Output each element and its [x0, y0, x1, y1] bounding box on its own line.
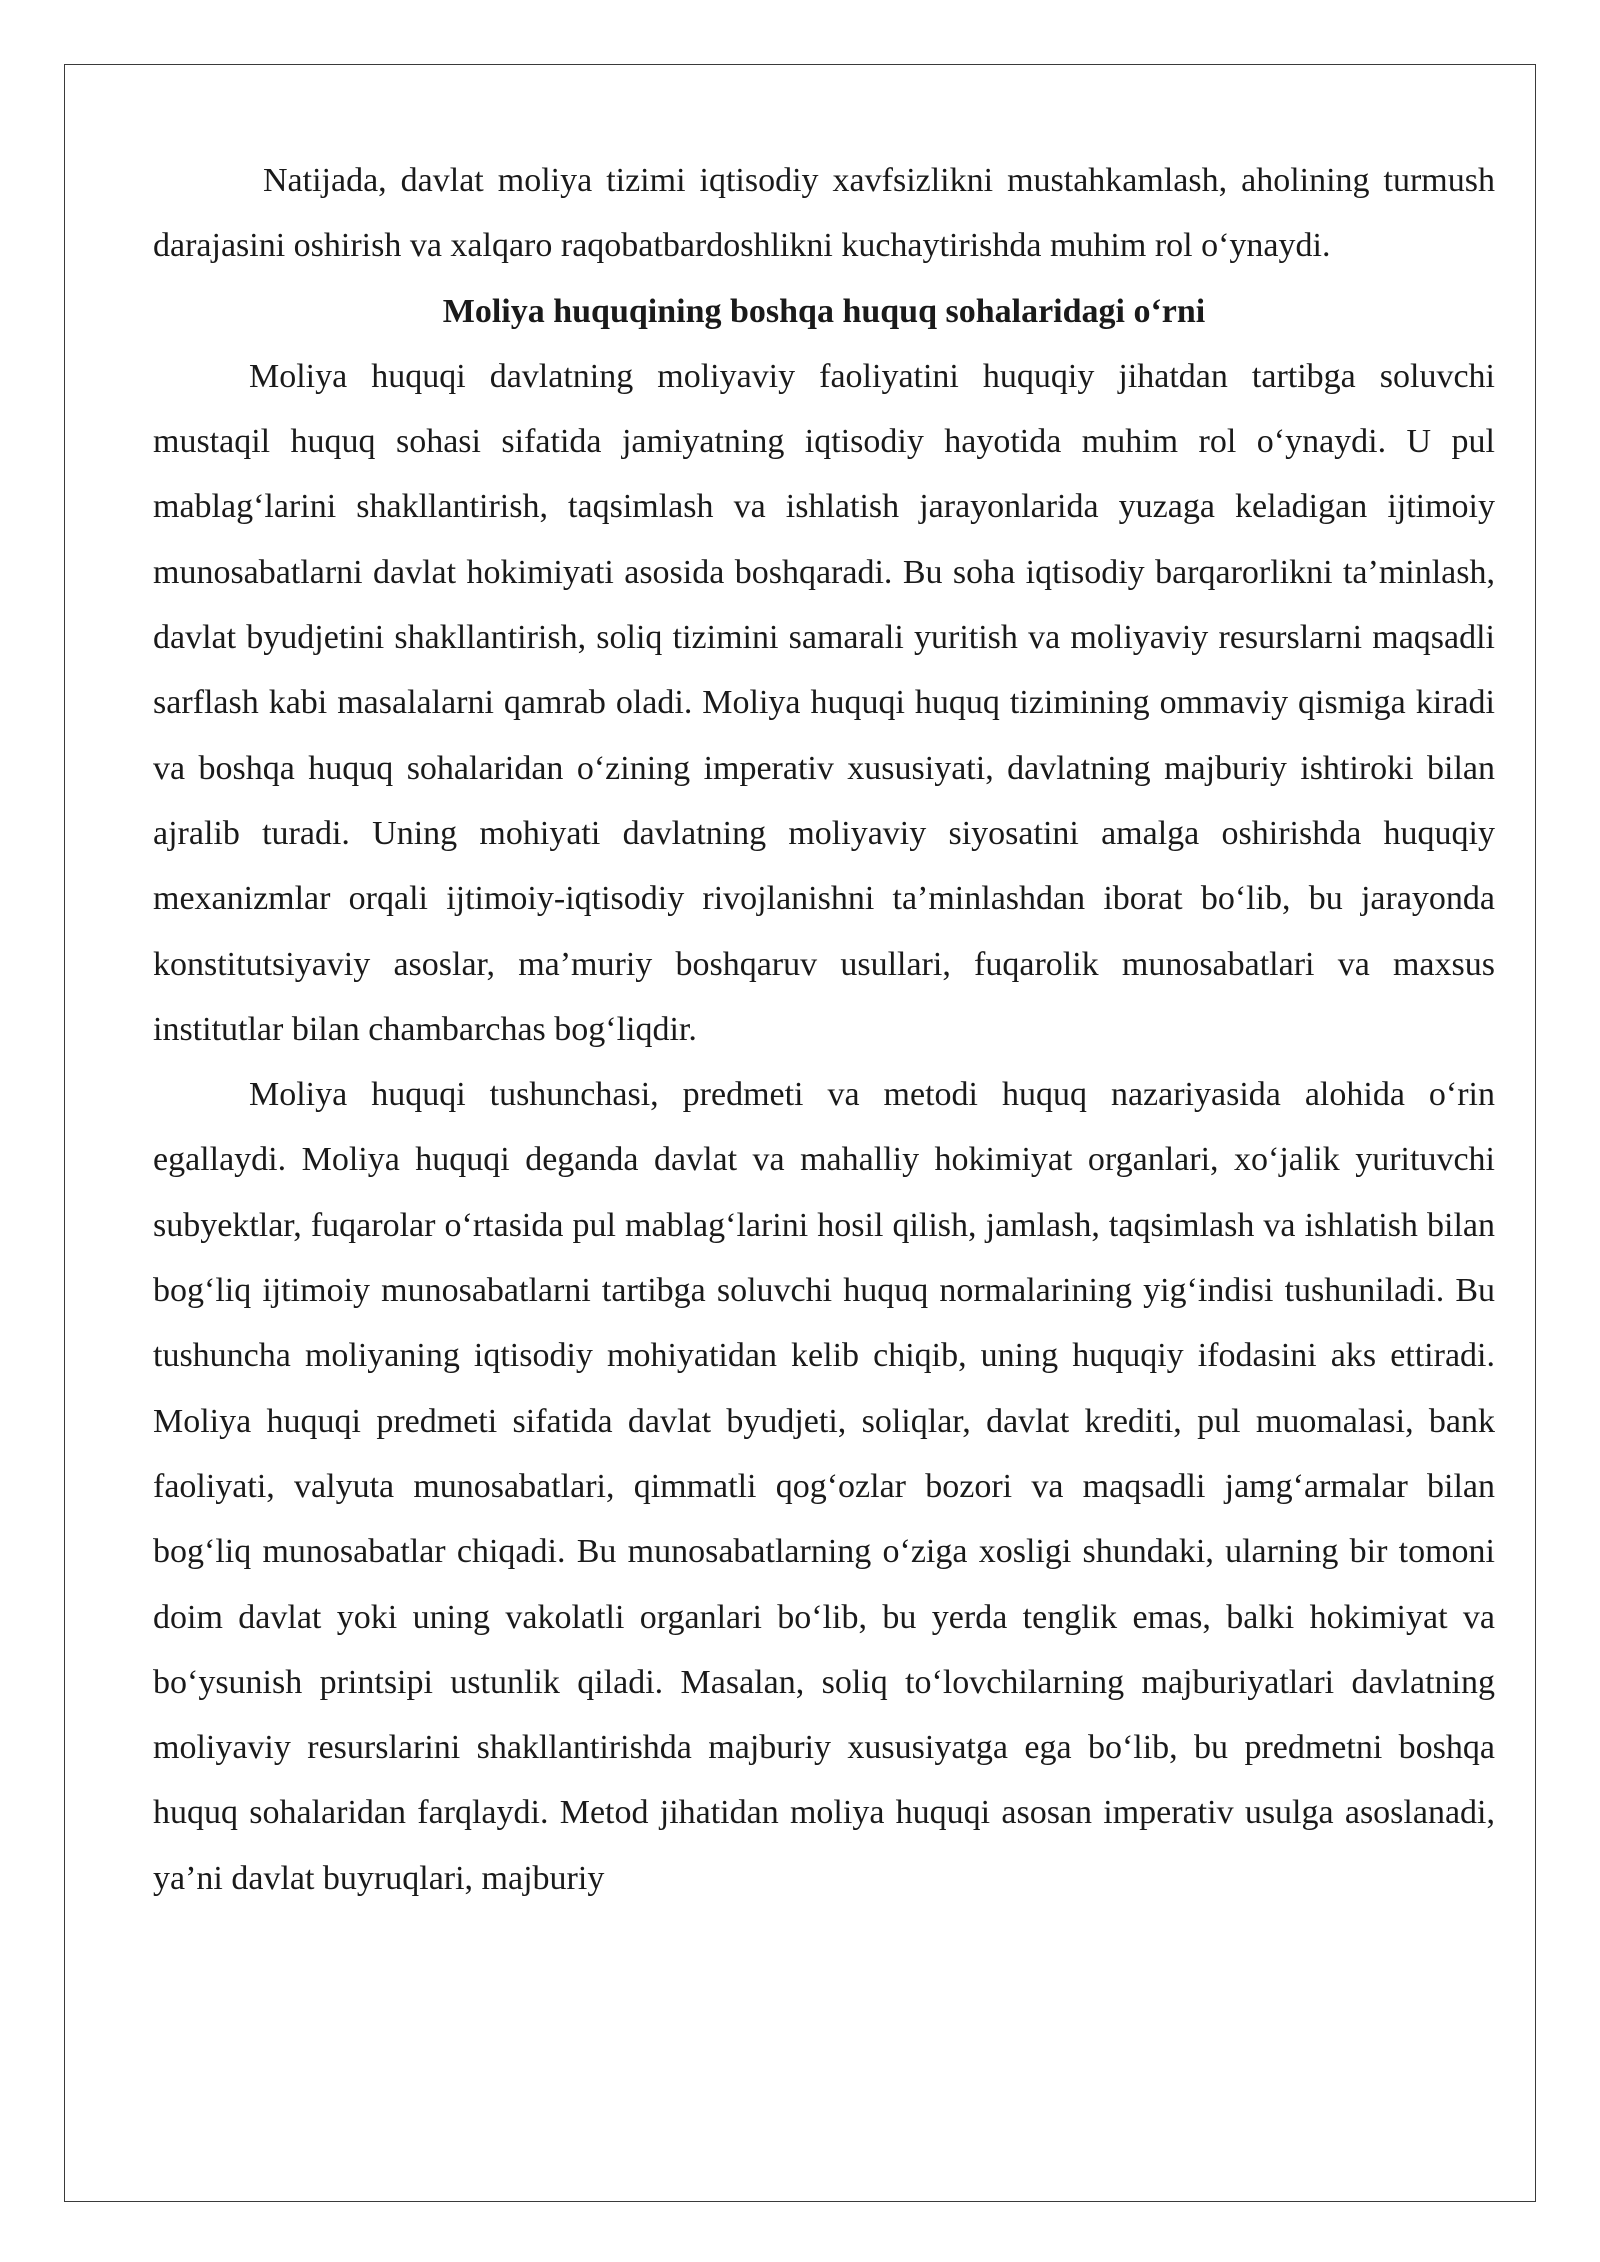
section-heading: Moliya huquqining boshqa huquq sohalaridagi o‘rni [442, 292, 1206, 330]
intro-paragraph: Natijada, davlat moliya tizimi iqtisodiy xavfsizlikni mustahkamlash, aholining turmush darajasini oshirish va xalqaro raqobatbardoshlikni kuchaytirishda muhim rol o‘ynaydi. [153, 162, 1495, 265]
body-paragraph-2: Moliya huquqi tushunchasi, predmeti va metodi huquq nazariyasida alohida o‘rin egallaydi. Moliya huquqi deganda davlat va mahalliy hokimiyat organlari, xo‘jalik yurituvchi subyektlar, fuqarolar o‘rtasida pul mablag‘larini hosil qilish, jamlash, taqsimlash va ishlatish bilan bog‘liq ijtimoiy munosabatlarni tartibga soluvchi huquq normalarining yig‘indisi tushuniladi. Bu tushuncha moliyaning iqtisodiy mohiyatidan kelib chiqib, uning huquqiy ifodasini aks ettiradi. Moliya huquqi predmeti sifatida davlat byudjeti, soliqlar, davlat krediti, pul muomalasi, bank faoliyati, valyuta munosabatlari, qimmatli qog‘ozlar bozori va maqsadli jamg‘armalar bilan bog‘liq munosabatlar chiqadi. Bu munosabatlarning o‘ziga xosligi shundaki, ularning bir tomoni doim davlat yoki uning vakolatli organlari bo‘lib, bu yerda tenglik emas, balki hokimiyat va bo‘ysunish printsipi ustunlik qiladi. Masalan, soliq to‘lovchilarning majburiyatlari davlatning moliyaviy resurslarini shakllantirishda majburiy xususiyatga ega bo‘lib, bu predmetni boshqa huquq sohalaridan farqlaydi. Metod jihatidan moliya huquqi asosan imperativ usulga asoslanadi, ya’ni davlat buyruqlari, majburiy [153, 1076, 1495, 1897]
body-paragraph-1: Moliya huquqi davlatning moliyaviy faoliyatini huquqiy jihatdan tartibga soluvchi mustaqil huquq sohasi sifatida jamiyatning iqtisodiy hayotida muhim rol o‘ynaydi. U pul mablag‘larini shakllantirish, taqsimlash va ishlatish jarayonlarida yuzaga keladigan ijtimoiy munosabatlarni davlat hokimiyati asosida boshqaradi. Bu soha iqtisodiy barqarorlikni ta’minlash, davlat byudjetini shakllantirish, soliq tizimini samarali yuritish va moliyaviy resurslarni maqsadli sarflash kabi masalalarni qamrab oladi. Moliya huquqi huquq tizimining ommaviy qismiga kiradi va boshqa huquq sohalaridan o‘zining imperativ xususiyati, davlatning majburiy ishtiroki bilan ajralib turadi. Uning mohiyati davlatning moliyaviy siyosatini amalga oshirishda huquqiy mexanizmlar orqali ijtimoiy-iqtisodiy rivojlanishni ta’minlashdan iborat bo‘lib, bu jarayonda konstitutsiyaviy asoslar, ma’muriy boshqaruv usullari, fuqarolik munosabatlari va maxsus institutlar bilan chambarchas bog‘liqdir. [153, 357, 1495, 1048]
document-body [153, 148, 1495, 1911]
